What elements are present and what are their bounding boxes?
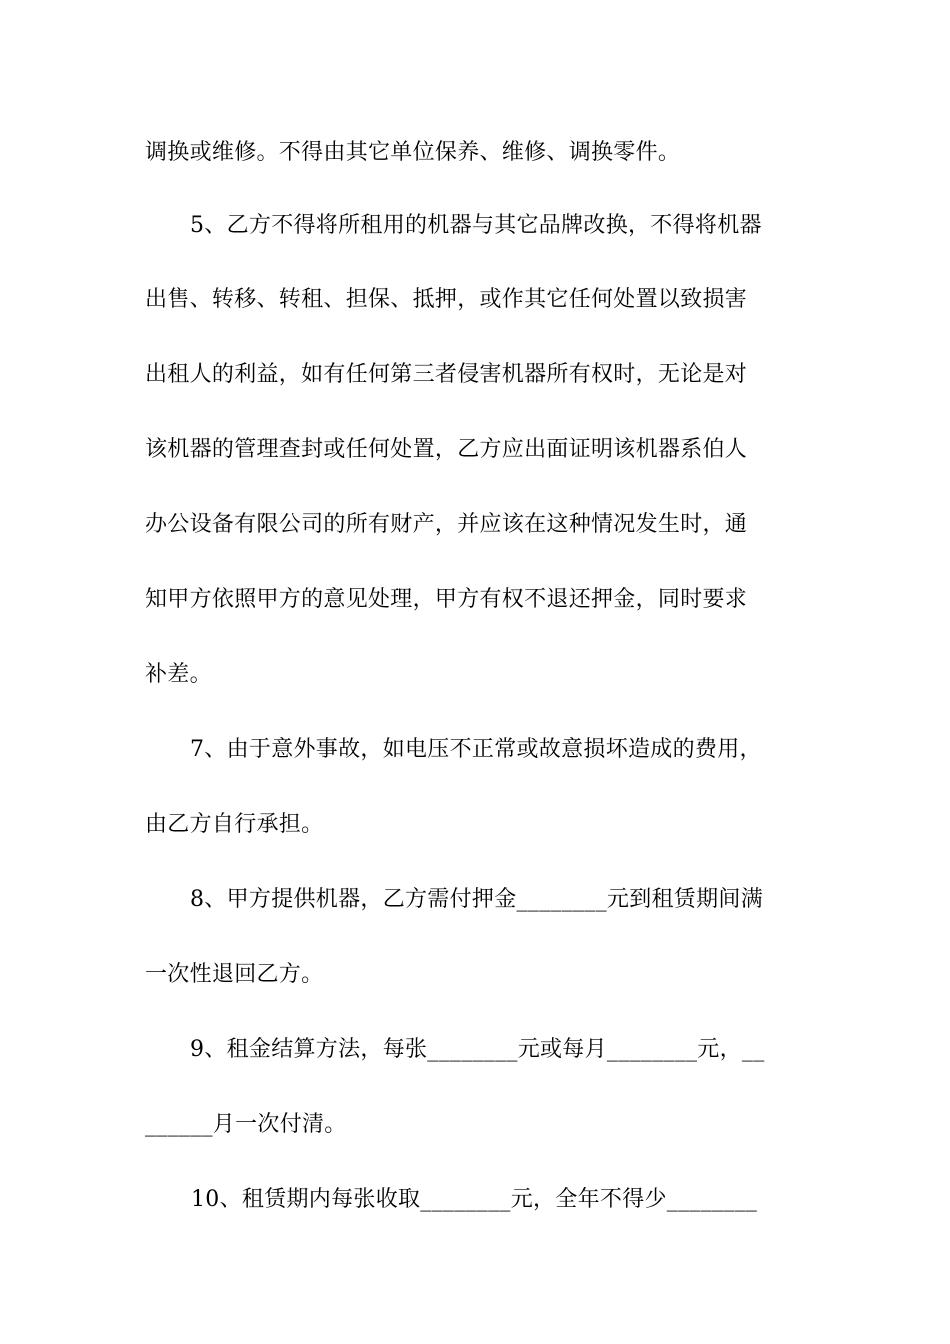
clause-9-line-1: 9、租金结算方法，每张________元或每月________元，__: [190, 1037, 765, 1062]
clause-5-line-4: 该机器的管理查封或任何处置，乙方应出面证明该机器系伯人: [145, 437, 748, 462]
clause-5-line-5: 办公设备有限公司的所有财产，并应该在这种情况发生时，通: [145, 512, 748, 537]
clause-8-line-2: 一次性退回乙方。: [145, 962, 324, 987]
clause-5-line-1: 5、乙方不得将所租用的机器与其它品牌改换，不得将机器: [190, 213, 762, 238]
clause-7-line-1: 7、由于意外事故，如电压不正常或故意损坏造成的费用，: [190, 737, 762, 762]
clause-5-line-3: 出租人的利益，如有任何第三者侵害机器所有权时，无论是对: [145, 362, 748, 387]
clause-5-line-2: 出售、转移、转租、担保、抵押，或作其它任何处置以致损害: [145, 287, 748, 312]
clause-4-text-end: 调换或维修。不得由其它单位保养、维修、调换零件。: [145, 140, 681, 165]
clause-5-line-6: 知甲方依照甲方的意见处理，甲方有权不退还押金，同时要求: [145, 587, 748, 612]
clause-7-line-2: 由乙方自行承担。: [145, 812, 324, 837]
clause-5-line-7: 补差。: [145, 662, 212, 687]
clause-8-line-1: 8、甲方提供机器，乙方需付押金________元到租赁期间满: [190, 887, 763, 912]
clause-10-line-1: 10、租赁期内每张收取________元，全年不得少________: [191, 1187, 758, 1212]
clause-9-line-2: ______月一次付清。: [145, 1112, 347, 1137]
